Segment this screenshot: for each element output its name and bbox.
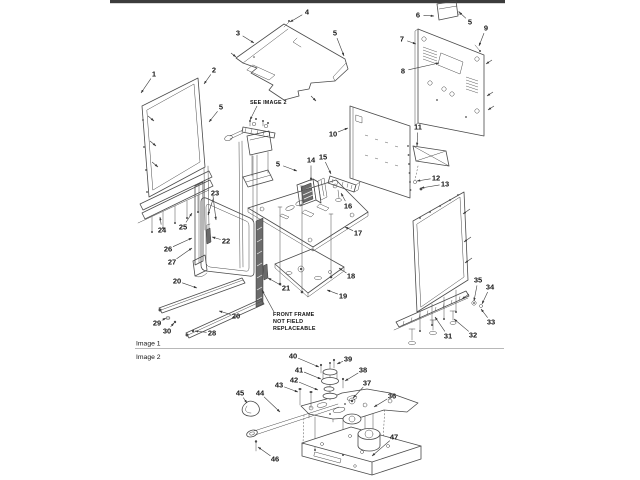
- frame-pin-2: [263, 264, 268, 280]
- leader-line: [454, 319, 469, 331]
- leader-line: [325, 162, 331, 174]
- leader-line: [407, 41, 416, 44]
- callout-12: 12: [431, 173, 441, 183]
- leader-line: [148, 116, 154, 121]
- leader-line: [345, 373, 358, 381]
- callout-10: 10: [328, 129, 338, 139]
- callout-13: 13: [440, 179, 450, 189]
- leader-line: [152, 162, 158, 167]
- callout-17: 17: [353, 228, 363, 238]
- left-side-panel: [138, 78, 213, 233]
- leader-line: [327, 290, 338, 294]
- leader-line: [150, 141, 156, 146]
- frame-pin: [206, 228, 211, 244]
- leader-line: [243, 36, 254, 43]
- leader-line: [337, 361, 343, 364]
- callout-8: 8: [400, 66, 406, 76]
- leader-line: [474, 285, 477, 301]
- leader-line: [204, 74, 211, 84]
- leader-line: [258, 447, 271, 456]
- callout-24: 24: [157, 225, 167, 235]
- leader-line: [182, 283, 197, 288]
- callout-5: 5: [275, 159, 281, 169]
- callout-21: 21: [281, 283, 291, 293]
- leader-line: [173, 238, 192, 247]
- callout-5: 5: [218, 102, 224, 112]
- callout-40: 40: [288, 351, 298, 361]
- callout-2: 2: [211, 65, 217, 75]
- leader-line: [209, 111, 218, 122]
- front-right-rail: [256, 218, 263, 307]
- leader-line: [160, 217, 161, 225]
- callout-14: 14: [306, 155, 316, 165]
- image1-label: Image 1: [136, 340, 161, 348]
- callout-19: 19: [338, 291, 348, 301]
- leader-line: [423, 15, 434, 16]
- callout-42: 42: [289, 375, 299, 385]
- callout-25: 25: [178, 222, 188, 232]
- leader-line: [479, 33, 484, 46]
- leader-line: [299, 382, 318, 390]
- callout-28: 28: [207, 328, 217, 338]
- see-image2-note: SEE IMAGE 2: [250, 100, 287, 106]
- image2-assembly: [242, 359, 421, 475]
- callout-37: 37: [362, 378, 372, 388]
- leader-line: [283, 166, 297, 171]
- leader-line: [304, 372, 321, 379]
- callout-27: 27: [167, 257, 177, 267]
- leader-line: [264, 397, 280, 412]
- leader-line: [417, 132, 418, 146]
- callout-18: 18: [346, 271, 356, 281]
- leader-line: [231, 53, 236, 57]
- callout-31: 31: [443, 331, 453, 341]
- leader-line: [284, 387, 298, 392]
- callout-46: 46: [270, 454, 280, 464]
- image2-label: Image 2: [136, 354, 161, 361]
- callout-30: 30: [162, 326, 172, 336]
- leader-line: [162, 318, 166, 320]
- callout-47: 47: [389, 432, 399, 442]
- callout-33: 33: [486, 317, 496, 327]
- upper-back-panel: [415, 29, 484, 136]
- leader-line: [488, 106, 494, 110]
- callout-45: 45: [235, 388, 245, 398]
- leader-line: [482, 292, 488, 304]
- callout-6: 6: [415, 10, 421, 20]
- leader-line: [262, 290, 274, 312]
- callout-36: 36: [387, 391, 397, 401]
- callout-20: 20: [172, 276, 182, 286]
- callout-41: 41: [294, 365, 304, 375]
- callout-35: 35: [473, 275, 483, 285]
- callout-16: 16: [343, 201, 353, 211]
- callout-3: 3: [235, 28, 241, 38]
- top-rear-plate: [437, 1, 460, 20]
- leader-line: [421, 185, 440, 188]
- valve-assembly-preview: [221, 118, 275, 268]
- leader-line: [486, 60, 492, 64]
- leader-line: [487, 92, 493, 96]
- front-frame-note-line3: REPLACEABLE: [273, 326, 316, 332]
- leader-line: [213, 196, 216, 220]
- callout-11: 11: [414, 122, 422, 132]
- callout-44: 44: [255, 388, 265, 398]
- leader-line: [311, 96, 316, 101]
- callout-5: 5: [332, 28, 338, 38]
- leader-line: [268, 278, 281, 285]
- callout-4: 4: [304, 7, 310, 17]
- leader-line: [177, 248, 192, 259]
- callout-34: 34: [485, 282, 495, 292]
- callout-32: 32: [468, 330, 478, 340]
- leader-line: [459, 12, 466, 18]
- callout-20: 20: [231, 311, 241, 321]
- leader-line: [219, 311, 231, 314]
- callout-23: 23: [210, 188, 220, 198]
- callout-38: 38: [358, 365, 368, 375]
- callout-5: 5: [467, 17, 473, 27]
- leader-line: [290, 15, 302, 22]
- callout-39: 39: [343, 354, 353, 364]
- callout-26: 26: [163, 244, 173, 254]
- component-box: [297, 178, 327, 206]
- leader-line: [337, 38, 344, 56]
- callout-1: 1: [151, 69, 157, 79]
- leader-line: [250, 106, 257, 120]
- callout-15: 15: [318, 152, 328, 162]
- leader-line: [243, 398, 247, 403]
- leader-line: [212, 237, 221, 239]
- callout-9: 9: [483, 23, 489, 33]
- front-frame-note-line1: FRONT FRAME: [273, 312, 315, 318]
- top-panel: [236, 20, 348, 100]
- callout-29: 29: [152, 318, 162, 328]
- leader-line: [338, 128, 348, 132]
- leader-line: [481, 309, 488, 318]
- callout-22: 22: [221, 236, 231, 246]
- retainer-clip: [242, 401, 259, 416]
- callout-7: 7: [399, 34, 405, 44]
- leader-line: [417, 179, 431, 181]
- leader-line: [141, 79, 151, 93]
- front-frame-note-line2: NOT FIELD: [273, 319, 304, 325]
- callout-43: 43: [274, 380, 284, 390]
